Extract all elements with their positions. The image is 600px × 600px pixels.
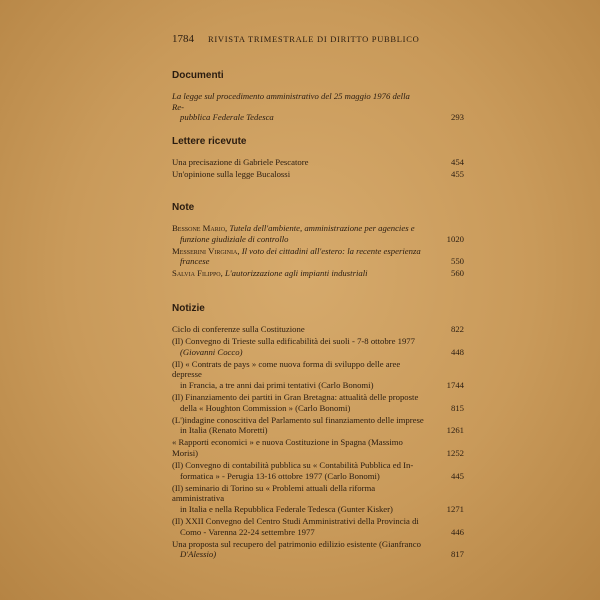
journal-title: RIVISTA TRIMESTRALE DI DIRITTO PUBBLICO [208,34,420,44]
entry-page: 550 [450,256,464,267]
entry-line: « Rapporti economici » e nuova Costituzione in Spagna (Massimo Morisi) [172,437,403,459]
entry-page: 1252 [446,448,464,459]
entry-line: Como - Varenna 22-24 settembre 1977 [180,526,315,537]
list-item [172,157,464,168]
entry-page: 1020 [446,233,464,244]
entry-line: francese [180,256,210,267]
entry-line: (L')indagine conoscitiva del Parlamento sul finanziamento delle imprese [172,414,424,425]
list-item [172,483,464,515]
running-header [172,33,470,45]
list-item [172,336,464,357]
entry-page: 815 [450,402,464,413]
entry-page: 448 [450,346,464,357]
entry-line: della « Houghton Commission » (Carlo Bonomi) [180,402,351,413]
entry-line: D'Alessio) [180,549,217,560]
list-item [172,359,464,391]
entry-line: L'autorizzazione agli impianti industriali [224,268,368,279]
entry-page: 1271 [446,504,464,514]
entry-page: 1261 [446,425,464,436]
entry-page: 822 [450,324,464,334]
list-item [172,516,464,537]
entry-page: 455 [450,169,464,180]
section-title: Notizie [172,303,205,314]
entry-line: in Francia, a tre anni dai primi tentativi (Carlo Bonomi) [180,379,374,390]
section-notizie [172,303,464,560]
list-item [172,437,464,458]
entry-page: 445 [450,470,464,481]
entry-line: in Italia e nella Repubblica Federale Tedesca (Gunter Kisker) [180,504,393,514]
entry-line: Tutela dell'ambiente, amministrazione per agencies e [229,223,415,233]
entry-line: (Il) XXII Convegno del Centro Studi Amministrativi della Provincia di [172,516,419,527]
entry-line: pubblica Federale Tedesca [180,112,274,123]
entry-line: (Il) Convegno di Trieste sulla edificabilità dei suoli - 7-8 ottobre 1977 [172,336,415,347]
entry-line: Un'opinione sulla legge Bucalossi [172,169,291,180]
entry-page: 293 [450,112,464,123]
list-item [172,324,464,335]
entry-line: Il voto dei cittadini all'estero: la recente esperienza [241,245,421,256]
list-item [172,539,464,560]
section-documenti [172,70,464,123]
entry-line: (Il) seminario di Torino su « Problemi attuali della riforma amministrativa [172,482,376,504]
entry-line: funzione giudiziale di controllo [180,233,289,244]
list-item [172,268,464,279]
section-note [172,202,464,279]
list-item [172,223,464,244]
entry-page: 817 [450,549,464,560]
entry-line: Ciclo di conferenze sulla Costituzione [172,324,305,334]
list-item [172,91,464,123]
section-title: Documenti [172,70,224,81]
entry-line: (Il) « Contrats de pays » come nuova forma di sviluppo delle aree depresse [172,358,401,380]
entry-author: Messerini Virginia, [172,245,240,256]
entry-line: Una precisazione di Gabriele Pescatore [172,157,309,167]
entry-line: Una proposta sul recupero del patrimonio edilizio esistente (Gianfranco [172,538,421,549]
entry-author: Bessone Mario, [172,223,228,233]
entry-line: (Giovanni Cocco) [180,346,243,357]
entry-page: 454 [450,157,464,167]
entry-page: 1744 [446,379,464,390]
list-item [172,392,464,413]
entry-page: 446 [450,526,464,537]
section-title: Lettere ricevute [172,136,247,147]
entry-page: 560 [450,268,464,279]
section-title: Note [172,202,195,213]
list-item [172,169,464,180]
page-number: 1784 [172,33,194,45]
entry-line: La legge sul procedimento amministrativo del 25 maggio 1976 della Re- [172,91,410,112]
entry-line: in Italia (Renato Moretti) [180,425,268,436]
entry-line: formatica » - Perugia 13-16 ottobre 1977 (Carlo Bonomi) [180,470,380,481]
section-lettere-ricevute [172,136,464,180]
entry-line: (Il) Finanziamento dei partiti in Gran Bretagna: attualità delle proposte [172,392,419,403]
list-item [172,460,464,481]
list-item [172,246,464,267]
entry-line: (Il) Convegno di contabilità pubblica su « Contabilità Pubblica ed In- [172,460,414,471]
list-item [172,415,464,436]
entry-author: Salvia Filippo, [172,268,223,279]
